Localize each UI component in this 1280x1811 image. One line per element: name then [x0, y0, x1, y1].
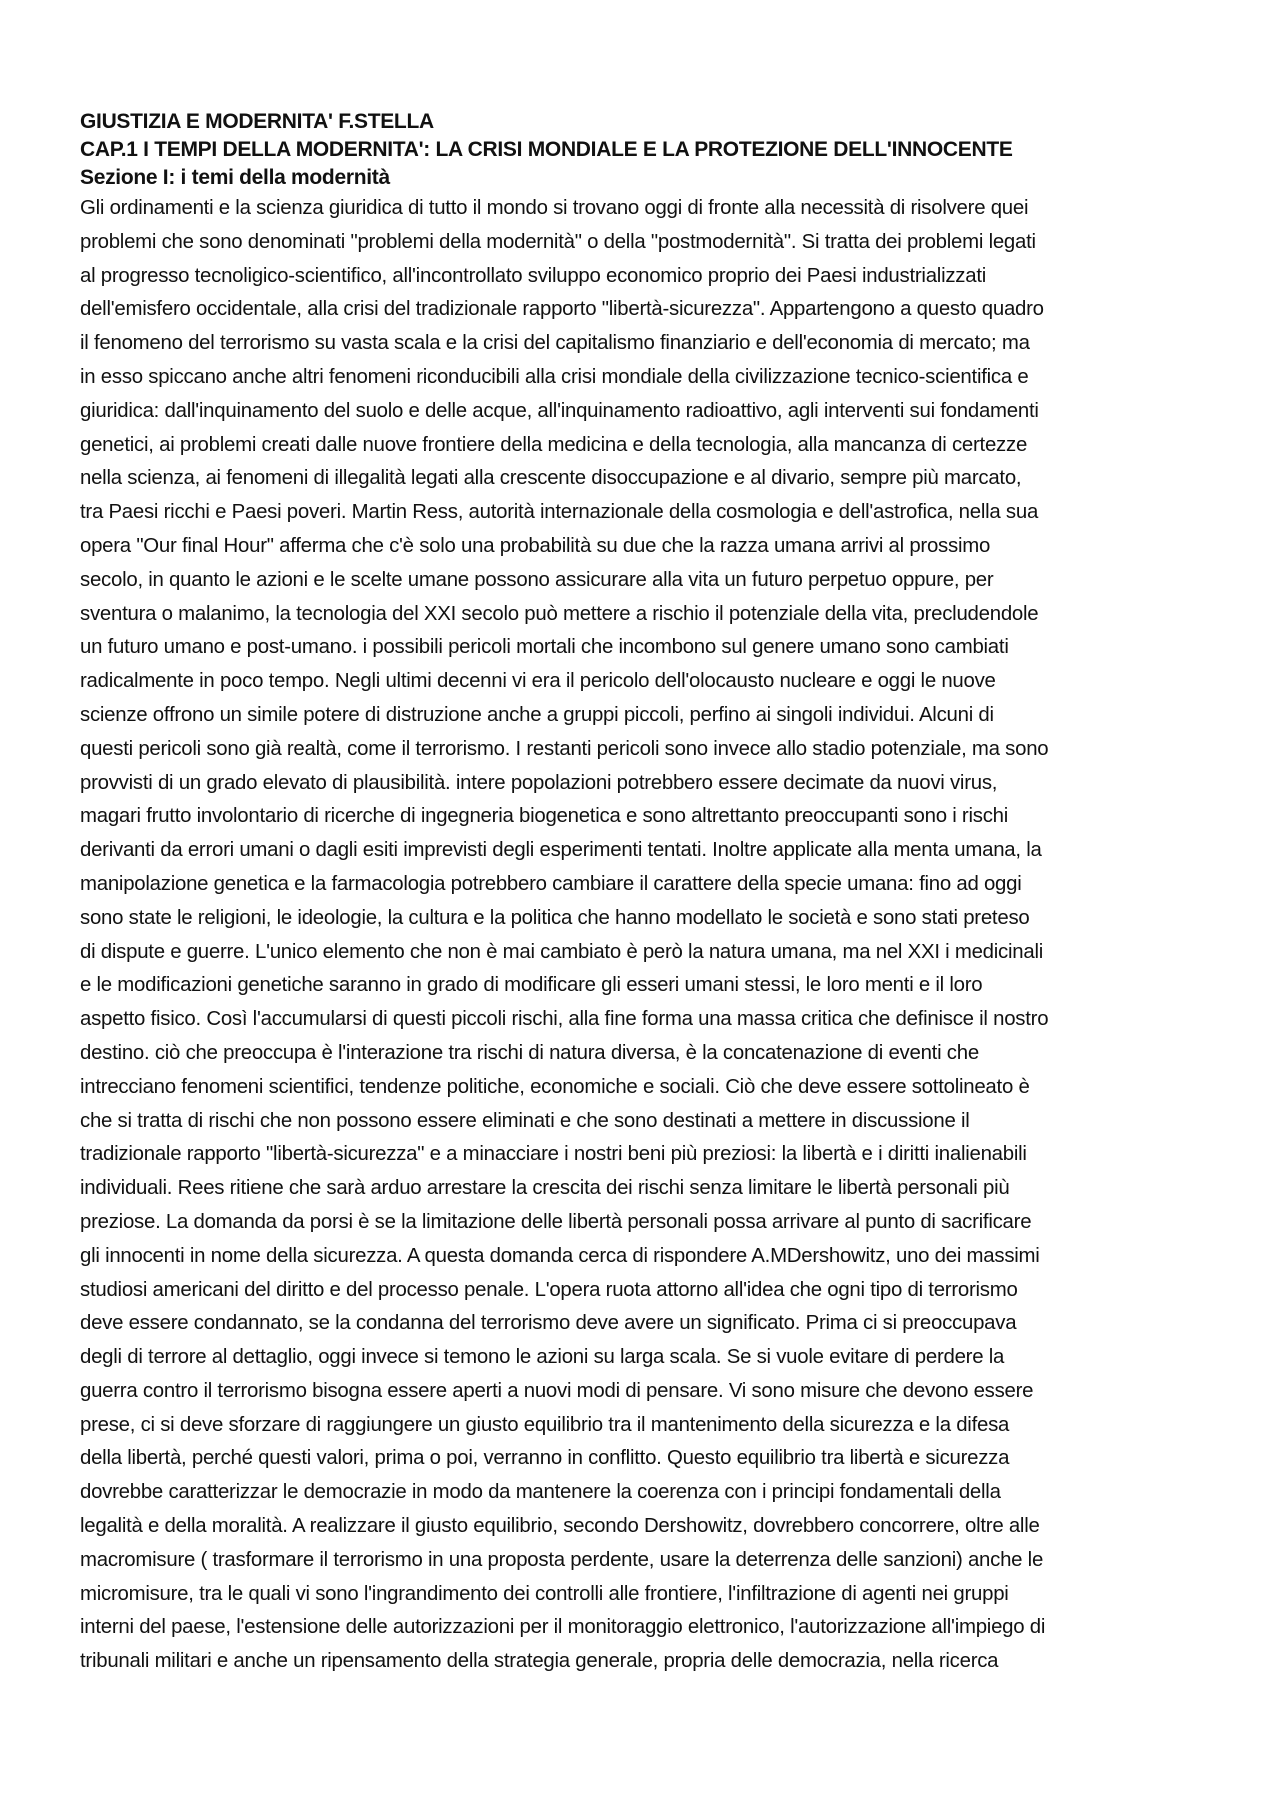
- text-line: sventura o malanimo, la tecnologia del XXI secolo può mettere a rischio il potenziale della vita, precludendole: [80, 602, 1039, 625]
- chapter-heading: CAP.1 I TEMPI DELLA MODERNITA': LA CRISI MONDIALE E LA PROTEZIONE DELL'INNOCENTE: [80, 138, 1013, 161]
- text-line: studiosi americani del diritto e del processo penale. L'opera ruota attorno all'idea che ogni tipo di terrorismo: [80, 1278, 1018, 1301]
- text-line: legalità e della moralità. A realizzare il giusto equilibrio, secondo Dershowitz, dovrebbero concorrere, oltre alle: [80, 1515, 1040, 1538]
- text-line: genetici, ai problemi creati dalle nuove frontiere della medicina e della tecnologia, alla mancanza di certezze: [80, 433, 1028, 456]
- text-line: macromisure ( trasformare il terrorismo in una proposta perdente, usare la deterrenza delle sanzioni) anche le: [80, 1548, 1044, 1571]
- text-line: derivanti da errori umani o dagli esiti imprevisti degli esperimenti tentati. Inoltre applicate alla menta umana, la: [80, 839, 1042, 862]
- text-line: guerra contro il terrorismo bisogna essere aperti a nuovi modi di pensare. Vi sono misure che devono essere: [80, 1379, 1034, 1402]
- document-title: GIUSTIZIA E MODERNITA' F.STELLA: [80, 110, 434, 133]
- text-line: degli di terrore al dettaglio, oggi invece si temono le azioni su larga scala. Se si vuole evitare di perdere la: [80, 1346, 1005, 1369]
- text-line: dovrebbe caratterizzar le democrazie in modo da mantenere la coerenza con i principi fondamentali della: [80, 1481, 1001, 1504]
- text-line: sono state le religioni, le ideologie, la cultura e la politica che hanno modellato le società e sono stati preteso: [80, 906, 1030, 929]
- text-line: provvisti di un grado elevato di plausibilità. intere popolazioni potrebbero essere decimate da nuovi virus,: [80, 771, 998, 794]
- text-line: deve essere condannato, se la condanna del terrorismo deve avere un significato. Prima ci si preoccupava: [80, 1312, 1017, 1335]
- text-line: un futuro umano e post-umano. i possibili pericoli mortali che incombono sul genere umano sono cambiati: [80, 636, 1009, 659]
- text-line: questi pericoli sono già realtà, come il terrorismo. I restanti pericoli sono invece allo stadio potenziale, ma sono: [80, 737, 1049, 760]
- text-line: tradizionale rapporto "libertà-sicurezza" e a minacciare i nostri beni più preziosi: la libertà e i diritti inalienabili: [80, 1143, 1027, 1166]
- text-line: in esso spiccano anche altri fenomeni riconducibili alla crisi mondiale della civilizzazione tecnico-scientifica e: [80, 365, 1029, 388]
- text-line: problemi che sono denominati "problemi della modernità" o della "postmodernità". Si tratta dei problemi legati: [80, 230, 1036, 253]
- document-page: [80, 108, 1240, 1679]
- text-line: giuridica: dall'inquinamento del suolo e delle acque, all'inquinamento radioattivo, agli interventi sui fondamenti: [80, 399, 1039, 422]
- text-line: magari frutto involontario di ricerche di ingegneria biogenetica e sono altrettanto preoccupanti sono i rischi: [80, 805, 1009, 828]
- text-line: che si tratta di rischi che non possono essere eliminati e che sono destinati a mettere in discussione il: [80, 1109, 970, 1132]
- text-line: di dispute e guerre. L'unico elemento che non è mai cambiato è però la natura umana, ma nel XXI i medicinali: [80, 940, 1044, 963]
- text-line: gli innocenti in nome della sicurezza. A questa domanda cerca di rispondere A.MDershowitz, uno dei massimi: [80, 1244, 1040, 1267]
- text-line: al progresso tecnoligico-scientifico, all'incontrollato sviluppo economico proprio dei Paesi industrializzati: [80, 264, 987, 287]
- text-line: scienze offrono un simile potere di distruzione anche a gruppi piccoli, perfino ai singoli individui. Alcuni di: [80, 703, 994, 726]
- text-line: nella scienza, ai fenomeni di illegalità legati alla crescente disoccupazione e al divario, sempre più marcato,: [80, 467, 1022, 490]
- text-line: interni del paese, l'estensione delle autorizzazioni per il monitoraggio elettronico, l'autorizzazione all'impiego di: [80, 1616, 1046, 1639]
- text-line: dell'emisfero occidentale, alla crisi del tradizionale rapporto "libertà-sicurezza". Appartengono a questo quadro: [80, 298, 1044, 321]
- text-line: tribunali militari e anche un ripensamento della strategia generale, propria delle democrazia, nella ricerca: [80, 1650, 999, 1673]
- text-line: destino. ciò che preoccupa è l'interazione tra rischi di natura diversa, è la concatenazione di eventi che: [80, 1041, 979, 1064]
- text-line: prese, ci si deve sforzare di raggiungere un giusto equilibrio tra il mantenimento della sicurezza e la difesa: [80, 1413, 1010, 1436]
- text-line: opera "Our final Hour" afferma che c'è solo una probabilità su due che la razza umana arrivi al prossimo: [80, 534, 991, 557]
- text-line: individuali. Rees ritiene che sarà arduo arrestare la crescita dei rischi senza limitare le libertà personali più: [80, 1177, 1010, 1200]
- text-line: radicalmente in poco tempo. Negli ultimi decenni vi era il pericolo dell'olocausto nucleare e oggi le nuove: [80, 670, 996, 693]
- text-line: aspetto fisico. Così l'accumularsi di questi piccoli rischi, alla fine forma una massa critica che definisce il nostro: [80, 1008, 1049, 1031]
- text-line: secolo, in quanto le azioni e le scelte umane possono assicurare alla vita un futuro perpetuo oppure, per: [80, 568, 994, 591]
- text-line: tra Paesi ricchi e Paesi poveri. Martin Ress, autorità internazionale della cosmologia e dell'astrofica, nella sua: [80, 501, 1039, 524]
- text-line: il fenomeno del terrorismo su vasta scala e la crisi del capitalismo finanziario e dell'economia di mercato; ma: [80, 332, 1030, 355]
- text-line: manipolazione genetica e la farmacologia potrebbero cambiare il carattere della specie umana: fino ad oggi: [80, 872, 1022, 895]
- text-line: intrecciano fenomeni scientifici, tendenze politiche, economiche e sociali. Ciò che deve essere sottolineato è: [80, 1075, 1030, 1098]
- body-paragraph: [80, 192, 1240, 1679]
- text-line: micromisure, tra le quali vi sono l'ingrandimento dei controlli alle frontiere, l'infiltrazione di agenti nei gruppi: [80, 1582, 1009, 1605]
- text-line: della libertà, perché questi valori, prima o poi, verranno in conflitto. Questo equilibrio tra libertà e sicurezza: [80, 1447, 1010, 1470]
- section-heading: Sezione I: i temi della modernità: [80, 166, 390, 189]
- text-line: Gli ordinamenti e la scienza giuridica di tutto il mondo si trovano oggi di fronte alla necessità di risolvere quei: [80, 197, 1029, 219]
- text-line: e le modificazioni genetiche saranno in grado di modificare gli esseri umani stessi, le loro menti e il loro: [80, 974, 983, 997]
- text-line: preziose. La domanda da porsi è se la limitazione delle libertà personali possa arrivare al punto di sacrificare: [80, 1210, 1032, 1233]
